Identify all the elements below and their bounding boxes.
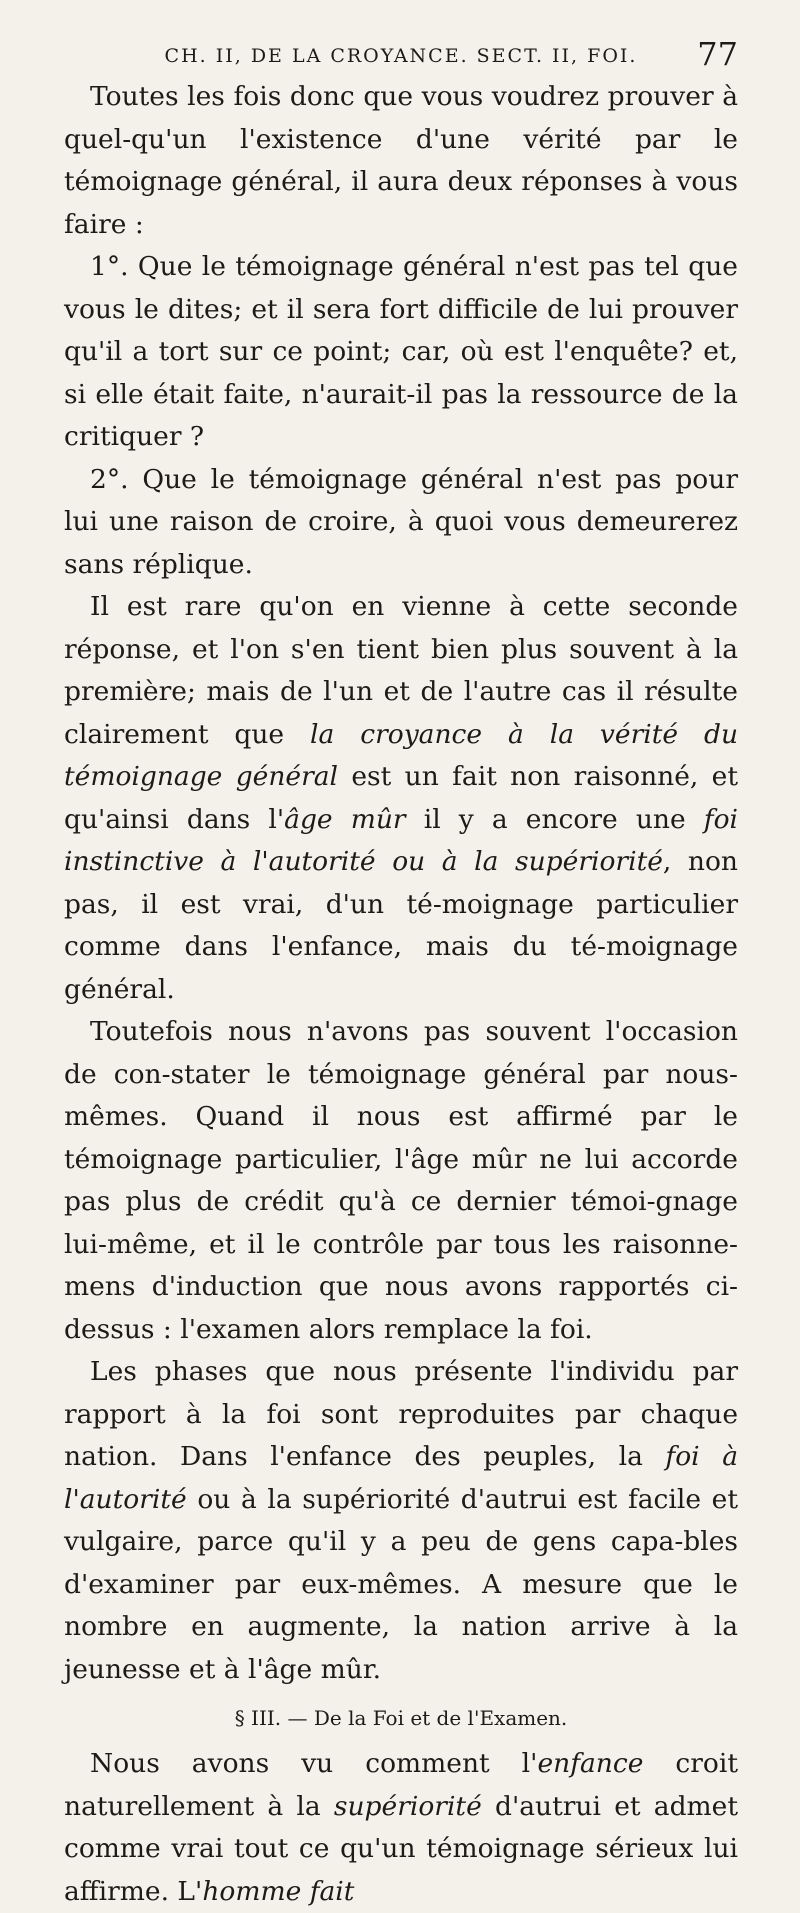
paragraph-7-text-c: d'autrui et admet comme vrai tout ce qu'un témoignage sérieux lui affirme. L' — [64, 1790, 738, 1907]
paragraph-4-text-c: il y a encore une — [405, 803, 704, 835]
paragraph-6 — [64, 1351, 738, 1691]
paragraph-5: Toutefois nous n'avons pas souvent l'occasion de con-stater le témoignage général par nous-mêmes. Quand il nous est affirmé par le témoignage particulier, l'âge mûr ne lui accorde pas plus de crédit qu'à ce dernier témoi-gnage lui-même, et il le contrôle par tous les raisonne-mens d'induction que nous avons rapportés ci-dessus : l'examen alors remplace la foi. — [64, 1016, 738, 1345]
page-header — [64, 36, 738, 76]
page-number: 77 — [697, 35, 738, 73]
paragraph-4-italic-2: âge mûr — [284, 803, 406, 835]
paragraph-6-text-b: ou à la supériorité d'autrui est facile et vulgaire, parce qu'il y a peu de gens capa-bles d'examiner par eux-mêmes. A mesure que le nombre en augmente, la nation arrive à la jeunesse et à l'âge mûr. — [64, 1483, 738, 1685]
paragraph-4-text-b: est un fait non raisonné, et qu'ainsi dans l' — [64, 761, 738, 835]
paragraph-7-italic-3: homme fait — [202, 1875, 355, 1907]
paragraph-4-italic-3: foi instinctive à l'autorité ou à la supériorité — [64, 803, 739, 877]
section-title: § III. — De la Foi et de l'Examen. — [234, 1706, 568, 1730]
paragraph-4-italic-1: la croyance à la vérité du témoignage général — [64, 718, 739, 792]
paragraph-6-italic-1: foi à l'autorité — [64, 1441, 738, 1515]
paragraph-7-italic-2: supériorité — [333, 1790, 482, 1822]
paragraph-4 — [64, 586, 738, 1011]
running-title: CH. II, DE LA CROYANCE. SECT. II, FOI. — [164, 45, 638, 67]
paragraph-2: 1°. Que le témoignage général n'est pas tel que vous le dites; et il sera fort difficile de lui prouver qu'il a tort sur ce point; car, où est l'enquête? et, si elle était faite, n'aurait-il pas la ressource de la critiquer ? — [64, 251, 738, 452]
paragraph-7 — [64, 1743, 738, 1913]
paragraph-4-text-a: Il est rare qu'on en vienne à cette seconde réponse, et l'on s'en tient bien plus souvent à la première; mais de l'un et de l'autre cas il résulte clairement que — [64, 591, 738, 750]
paragraph-4-text-d: , non pas, il est vrai, d'un té-moignage particulier comme dans l'enfance, mais du té-moignage général. — [64, 846, 738, 1005]
paragraph-7-text-b: croit naturellement à la — [64, 1748, 738, 1822]
paragraph-1: Toutes les fois donc que vous voudrez prouver à quel-qu'un l'existence d'une vérité par le témoignage général, il aura deux réponses à vous faire : — [64, 81, 738, 240]
paragraph-3: 2°. Que le témoignage général n'est pas pour lui une raison de croire, à quoi vous demeurerez sans réplique. — [64, 463, 738, 580]
paragraph-6-text-a: Les phases que nous présente l'individu par rapport à la foi sont reproduites par chaque nation. Dans l'enfance des peuples, la — [64, 1356, 738, 1472]
paragraph-7-text-a: Nous avons vu comment l' — [90, 1748, 538, 1779]
paragraph-7-italic-1: enfance — [537, 1748, 644, 1779]
